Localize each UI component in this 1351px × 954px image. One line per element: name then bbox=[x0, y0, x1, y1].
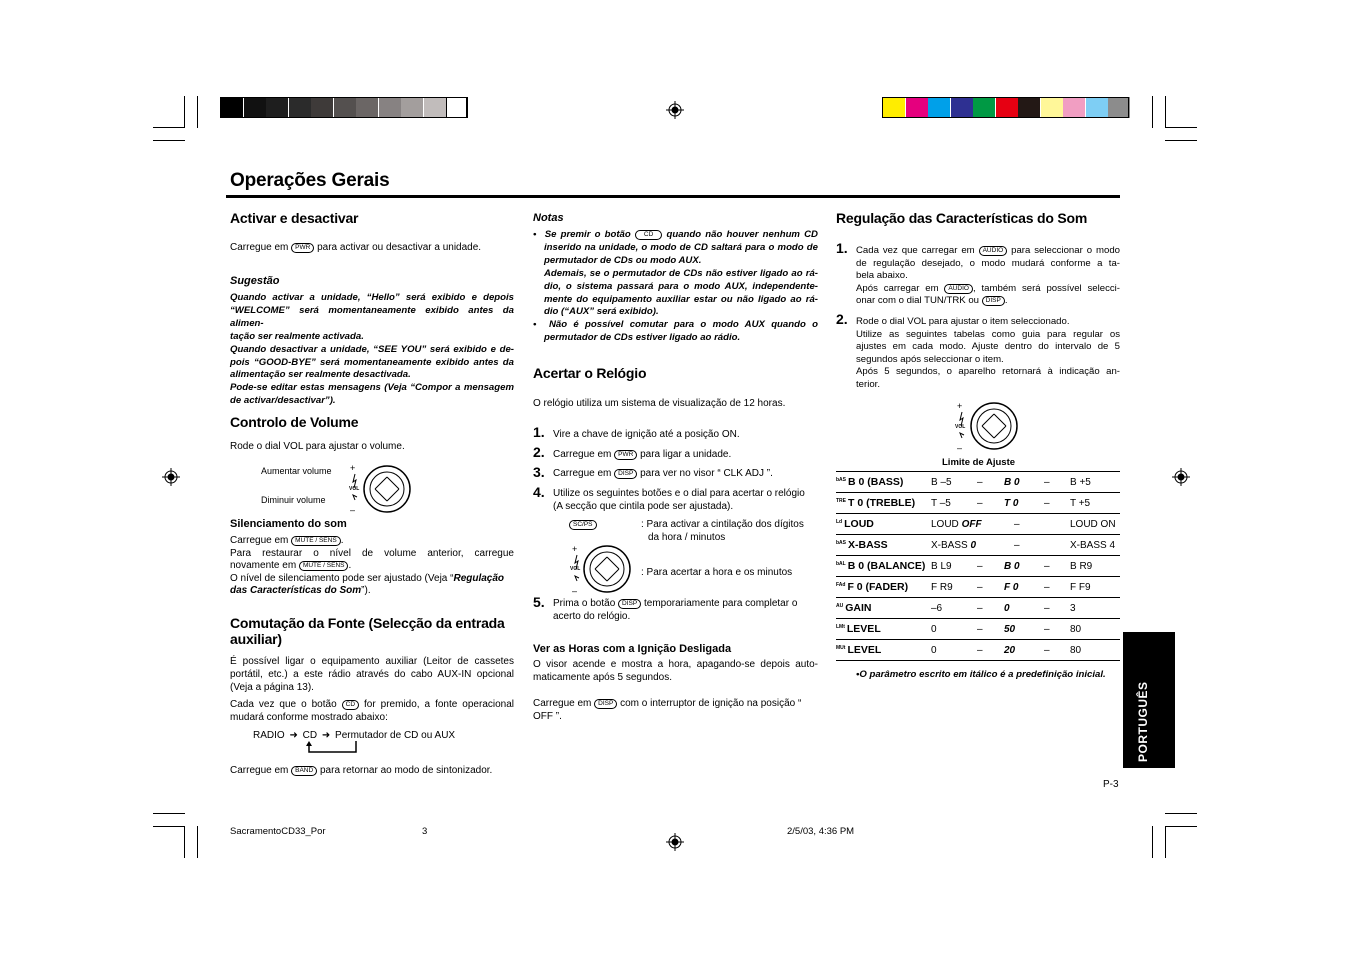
table-cell: $^{bAL}$ B 0 (BALANCE) bbox=[836, 556, 931, 577]
band-button-icon: BAND bbox=[291, 766, 317, 776]
horas-text-2: Carregue em DISP com o interruptor de ignição na posição “ OFF ”. bbox=[533, 698, 802, 722]
disp-button-icon: DISP bbox=[982, 296, 1005, 306]
crop-mark bbox=[1165, 826, 1197, 827]
source-flow: RADIO ➜ CD ➜ Permutador de CD ou AUX bbox=[253, 730, 456, 741]
color-bar-frame bbox=[882, 97, 1129, 118]
svg-text:+: + bbox=[957, 401, 963, 411]
table-cell: B R9 bbox=[1070, 556, 1120, 577]
svg-text:+: + bbox=[350, 463, 356, 473]
crop-mark bbox=[1165, 826, 1166, 858]
crop-mark bbox=[1152, 826, 1153, 858]
disp-button-icon: DISP bbox=[594, 699, 617, 709]
table-cell: – bbox=[977, 598, 1004, 619]
cd-button-icon: CD bbox=[635, 230, 662, 240]
table-cell: – bbox=[1044, 619, 1070, 640]
registration-mark-icon bbox=[1172, 468, 1190, 486]
table-row bbox=[836, 598, 1120, 619]
table-cell: F 0 bbox=[1004, 577, 1044, 598]
table-row bbox=[836, 514, 1120, 535]
cd-button-icon: CD bbox=[342, 700, 359, 710]
footer-date: 2/5/03, 4:36 PM bbox=[787, 826, 855, 837]
vol-label: VOL bbox=[955, 424, 966, 430]
table-cell: – bbox=[1044, 598, 1070, 619]
table-row bbox=[836, 640, 1120, 661]
heading-activar: Activar e desactivar bbox=[230, 210, 359, 226]
table-cell: – bbox=[977, 493, 1004, 514]
table-cell: F R9 bbox=[931, 577, 977, 598]
table-row bbox=[836, 535, 1120, 556]
crop-mark bbox=[153, 127, 185, 128]
crop-mark bbox=[1152, 96, 1153, 128]
table-cell: F F9 bbox=[1070, 577, 1120, 598]
volume-down-label: Diminuir volume bbox=[261, 495, 326, 505]
crop-mark bbox=[153, 140, 185, 141]
table-cell: LOUD OFF bbox=[931, 514, 1004, 535]
relogio-intro: O relógio utiliza um sistema de visualização de 12 horas. bbox=[533, 398, 786, 409]
table-cell: – bbox=[1004, 535, 1070, 556]
table-cell: $^{bAS}$ B 0 (BASS) bbox=[836, 472, 931, 493]
heading-regulacao: Regulação das Características do Som bbox=[836, 210, 1088, 226]
table-cell: – bbox=[1044, 556, 1070, 577]
disp-button-icon: DISP bbox=[614, 469, 637, 479]
table-cell: $^{Ld}$ LOUD bbox=[836, 514, 931, 535]
vol-label: VOL bbox=[349, 486, 360, 492]
table-cell: $^{FAd}$ F 0 (FADER) bbox=[836, 577, 931, 598]
table-cell: – bbox=[977, 556, 1004, 577]
crop-mark bbox=[184, 826, 185, 858]
table-cell: –6 bbox=[931, 598, 977, 619]
sugestao-text: Quando activar a unidade, “Hello” será exibido e depois “WELCOME” será momentaneamente exibido antes da alimen- tação ser realmente activada. Quando desactivar a unidade, “SEE YOU” será exibido e de- pois “GOOD-BYE” será momentaneamente exibido antes da alimentação ser realmente desactivada. Pode-se editar estas mensagens (Veja “Compor a mensagem de activar/desactivar”). bbox=[230, 292, 514, 407]
volume-text: Rode o dial VOL para ajustar o volume. bbox=[230, 441, 405, 452]
registration-mark-icon bbox=[162, 468, 180, 486]
sound-settings-table bbox=[836, 471, 1120, 661]
table-cell: B L9 bbox=[931, 556, 977, 577]
audio-button-icon: AUDIO bbox=[944, 284, 973, 294]
table-cell: – bbox=[977, 640, 1004, 661]
vol-label: VOL bbox=[570, 566, 581, 572]
crop-mark bbox=[197, 96, 198, 128]
dial-description: : Para acertar a hora e os minutos bbox=[641, 567, 793, 578]
audio-button-icon: AUDIO bbox=[979, 246, 1008, 256]
table-cell: 20 bbox=[1004, 640, 1044, 661]
registration-mark-icon bbox=[666, 833, 684, 851]
table-cell: – bbox=[1044, 640, 1070, 661]
heading-fonte: Comutação da Fonte (Selecção da entrada auxiliar) bbox=[230, 615, 505, 647]
table-cell: – bbox=[977, 619, 1004, 640]
svg-text:–: – bbox=[957, 443, 963, 452]
scps-description: : Para activar a cintilação dos dígitos da hora / minutos bbox=[641, 519, 804, 543]
table-cell: $^{bAS}$ X-BASS bbox=[836, 535, 931, 556]
table-cell: $^{TRE}$ T 0 (TREBLE) bbox=[836, 493, 931, 514]
table-cell: X-BASS 4 bbox=[1070, 535, 1120, 556]
limit-label: Limite de Ajuste bbox=[942, 457, 1016, 468]
table-cell: X-BASS 0 bbox=[931, 535, 1004, 556]
table-cell: – bbox=[1004, 514, 1070, 535]
notas-text: • Se premir o botão CD quando não houver nenhum CD inserido na unidade, o modo de CD saltará para o modo de permutador de CDs ou modo AUX. Ademais, se o permutador de CDs não estiver ligado ao rá- dio, o sistema passará para o modo AUX, independente- mente do equipamento auxiliar estar ou não ligado ao rá- dio (“AUX” será exibido). • Não é possível comutar para o modo AUX quando o permutador de CDs estiver ligado ao rádio. bbox=[533, 229, 818, 344]
fonte-text: É possível ligar o equipamento auxiliar (Leitor de cassetes portátil, etc.) a este rádio através do cabo AUX-IN opcional (Veja a página 13). bbox=[230, 656, 514, 693]
table-cell: T 0 bbox=[1004, 493, 1044, 514]
table-row bbox=[836, 619, 1120, 640]
flow-return-arrow-icon bbox=[305, 740, 360, 754]
table-cell: 0 bbox=[931, 640, 977, 661]
registration-mark-icon bbox=[666, 101, 684, 119]
heading-notas: Notas bbox=[533, 212, 564, 224]
table-cell: – bbox=[1044, 472, 1070, 493]
table-row bbox=[836, 472, 1120, 493]
table-row bbox=[836, 577, 1120, 598]
relogio-step-3: Carregue em DISP para ver no visor “ CLK ADJ ”. bbox=[553, 468, 773, 479]
step-number: 1. bbox=[533, 424, 545, 440]
mute-sens-button-icon: MUTE / SENS bbox=[299, 561, 349, 571]
svg-text:+: + bbox=[572, 544, 578, 554]
heading-volume: Controlo de Volume bbox=[230, 414, 359, 430]
table-cell: B –5 bbox=[931, 472, 977, 493]
regulacao-step-2: Rode o dial VOL para ajustar o item seleccionado. Utilize as seguintes tabelas como guia para regular os ajustes em cada modo. Ajuste dentro do intervalo de 5 segundos após seleccionar o item. Após 5 segundos, o aparelho retornará à indicação an- terior. bbox=[856, 316, 1120, 390]
band-text: Carregue em BAND para retornar ao modo de sintonizador. bbox=[230, 765, 493, 776]
step-number: 3. bbox=[533, 464, 545, 480]
table-cell: B 0 bbox=[1004, 556, 1044, 577]
horas-text: O visor acende e mostra a hora, apagando-se depois auto- maticamente após 5 segundos. bbox=[533, 659, 818, 683]
step-number: 5. bbox=[533, 594, 545, 610]
language-tab-label: PORTUGUÊS bbox=[1136, 681, 1150, 762]
crop-mark bbox=[197, 826, 198, 858]
title-rule bbox=[226, 195, 1120, 198]
table-cell: T +5 bbox=[1070, 493, 1120, 514]
page-number: P-3 bbox=[1103, 779, 1119, 790]
crop-mark bbox=[1165, 813, 1197, 814]
table-cell: – bbox=[977, 577, 1004, 598]
table-cell: B 0 bbox=[1004, 472, 1044, 493]
crop-mark bbox=[184, 96, 185, 128]
page-title: Operações Gerais bbox=[230, 170, 390, 191]
relogio-step-4: Utilize os seguintes botões e o dial para acertar o relógio (A secção que cintila pode ser ajustada). bbox=[553, 488, 805, 512]
relogio-step-2: Carregue em PWR para ligar a unidade. bbox=[553, 449, 732, 460]
table-cell: $^{LMt}$ LEVEL bbox=[836, 619, 931, 640]
fonte-cd-text: Cada vez que o botão CD for premido, a fonte operacional mudará conforme mostrado abaixo: bbox=[230, 699, 515, 723]
mute-sens-button-icon: MUTE / SENS bbox=[291, 536, 341, 546]
regulacao-step-1: Cada vez que carregar em AUDIO para seleccionar o modo de regulação desejado, o modo mudará conforme a ta- bela abaixo. Após carregar em AUDIO , também será possível selecci- onar com o dial TUN/TRK ou DISP . bbox=[856, 245, 1121, 307]
table-cell: LOUD ON bbox=[1070, 514, 1120, 535]
footer-filename: SacramentoCD33_Por bbox=[230, 826, 326, 837]
relogio-step-5: Prima o botão DISP temporariamente para completar o acerto do relógio. bbox=[553, 598, 798, 622]
pwr-button-icon: PWR bbox=[291, 243, 314, 253]
table-cell: T –5 bbox=[931, 493, 977, 514]
table-cell: 50 bbox=[1004, 619, 1044, 640]
table-cell: – bbox=[977, 472, 1004, 493]
svg-text:–: – bbox=[572, 586, 578, 595]
table-cell: 80 bbox=[1070, 640, 1120, 661]
crop-mark bbox=[1165, 96, 1166, 128]
vol-dial-icon bbox=[567, 543, 637, 595]
table-cell: B +5 bbox=[1070, 472, 1120, 493]
step-number: 1. bbox=[836, 240, 848, 256]
disp-button-icon: DISP bbox=[618, 599, 641, 609]
heading-sugestao: Sugestão bbox=[230, 275, 280, 287]
table-cell: – bbox=[1044, 493, 1070, 514]
table-cell: 80 bbox=[1070, 619, 1120, 640]
heading-horas: Ver as Horas com a Ignição Desligada bbox=[533, 643, 732, 655]
gray-bar-frame bbox=[220, 97, 467, 118]
crop-mark bbox=[1165, 127, 1197, 128]
crop-mark bbox=[153, 826, 185, 827]
activar-text: Carregue em PWR para activar ou desactivar a unidade. bbox=[230, 242, 482, 253]
volume-up-label: Aumentar volume bbox=[261, 466, 332, 476]
table-cell: 0 bbox=[1004, 598, 1044, 619]
step-number: 2. bbox=[836, 311, 848, 327]
scps-button-icon: SC/PS bbox=[569, 520, 597, 530]
pwr-button-icon: PWR bbox=[614, 450, 637, 460]
table-cell: – bbox=[1044, 577, 1070, 598]
step-number: 4. bbox=[533, 484, 545, 500]
table-row bbox=[836, 556, 1120, 577]
relogio-step-1: Vire a chave de ignição até a posição ON. bbox=[553, 429, 740, 440]
heading-relogio: Acertar o Relógio bbox=[533, 365, 647, 381]
language-tab bbox=[1123, 632, 1175, 768]
svg-text:–: – bbox=[350, 505, 356, 514]
table-footnote: •O parâmetro escrito em itálico é a predefinição inicial. bbox=[856, 669, 1106, 680]
crop-mark bbox=[153, 813, 185, 814]
mute-text: Carregue em MUTE / SENS . Para restaurar o nível de volume anterior, carregue novamente em MUTE / SENS . O nível de silenciamento pode ser ajustado (Veja “Regulação das Características do Som”). bbox=[230, 535, 514, 597]
table-cell: $^{MUt}$ LEVEL bbox=[836, 640, 931, 661]
footer-page: 3 bbox=[422, 826, 428, 837]
heading-mute: Silenciamento do som bbox=[230, 518, 347, 530]
table-cell: 0 bbox=[931, 619, 977, 640]
step-number: 2. bbox=[533, 444, 545, 460]
table-cell: $^{AU}$ GAIN bbox=[836, 598, 931, 619]
table-row bbox=[836, 493, 1120, 514]
table-cell: 3 bbox=[1070, 598, 1120, 619]
crop-mark bbox=[1165, 140, 1197, 141]
vol-dial-icon bbox=[952, 400, 1022, 452]
